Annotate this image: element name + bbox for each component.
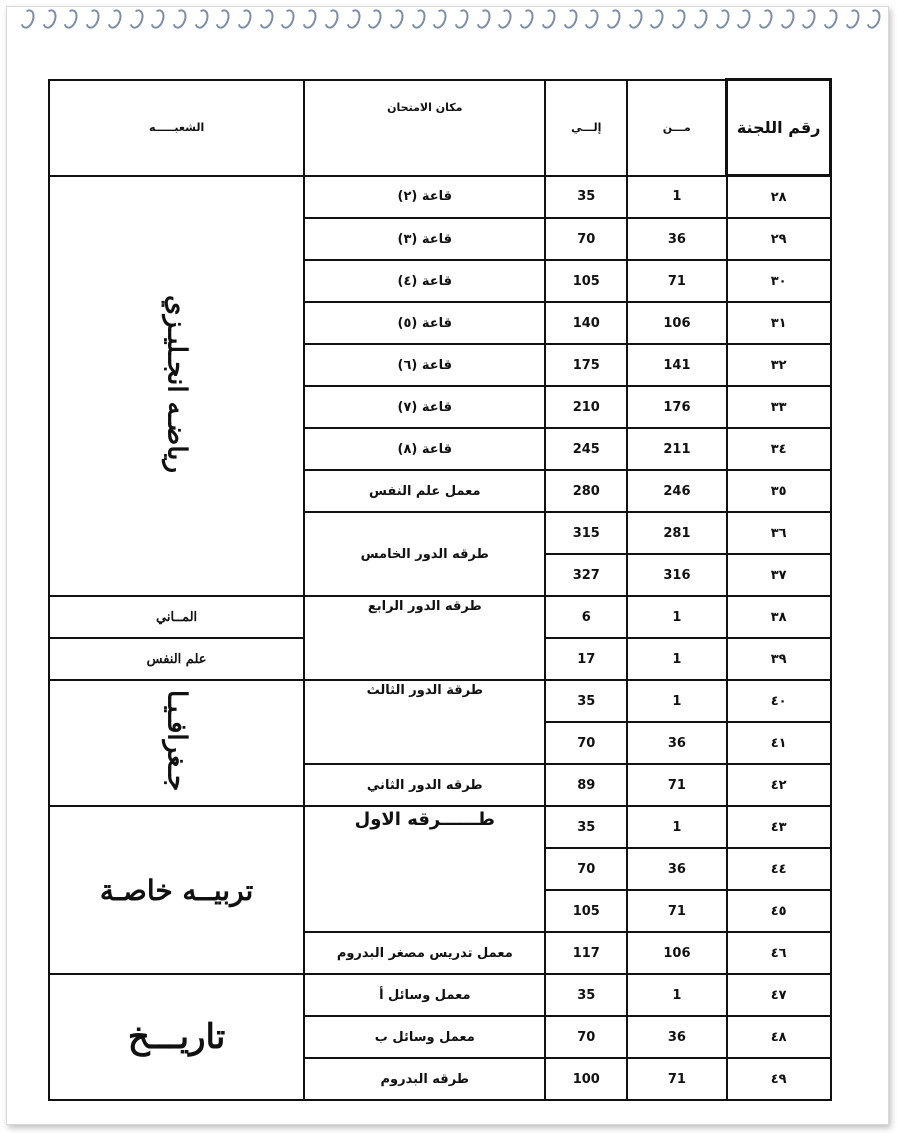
from-cell: 246	[627, 470, 727, 512]
branch-history	[49, 974, 304, 1100]
location-cell: معمل وسائل أ	[304, 974, 545, 1016]
from-cell: 71	[627, 764, 727, 806]
table-row	[49, 974, 831, 1016]
to-cell: 105	[545, 260, 627, 302]
committee-cell: ٣٠	[727, 260, 831, 302]
header-from: مـــن	[627, 80, 727, 176]
location-label: طــــــرقه الاول	[354, 809, 495, 830]
header-branch: الشعبـــــه	[49, 80, 304, 176]
table-row	[49, 680, 831, 722]
to-cell: 280	[545, 470, 627, 512]
location-cell: معمل علم النفس	[304, 470, 545, 512]
branch-label: تاريـــخ	[127, 1017, 226, 1057]
location-cell: قاعة (٥)	[304, 302, 545, 344]
header-to: إلـــي	[545, 80, 627, 176]
to-cell: 100	[545, 1058, 627, 1100]
branch-label: جـغرافـيـا	[161, 690, 192, 792]
table-row	[49, 176, 831, 219]
committee-cell: ٣٥	[727, 470, 831, 512]
to-cell: 175	[545, 344, 627, 386]
spiral-binding	[21, 9, 881, 31]
from-cell: 106	[627, 302, 727, 344]
to-cell: 245	[545, 428, 627, 470]
from-cell: 141	[627, 344, 727, 386]
to-cell: 6	[545, 596, 627, 638]
from-cell: 211	[627, 428, 727, 470]
committee-cell: ٤٩	[727, 1058, 831, 1100]
to-cell: 35	[545, 974, 627, 1016]
branch-psychology: علم النفس	[49, 638, 304, 680]
committee-cell: ٢٨	[727, 176, 831, 219]
location-cell: طرقه الدور الخامس	[304, 512, 545, 596]
from-cell: 1	[627, 680, 727, 722]
committee-cell: ٤٤	[727, 848, 831, 890]
from-cell: 71	[627, 890, 727, 932]
committee-cell: ٣٢	[727, 344, 831, 386]
to-cell: 70	[545, 722, 627, 764]
to-cell: 70	[545, 1016, 627, 1058]
to-cell: 327	[545, 554, 627, 596]
location-cell: قاعة (٤)	[304, 260, 545, 302]
location-cell: قاعة (٨)	[304, 428, 545, 470]
committee-cell: ٢٩	[727, 218, 831, 260]
committee-cell: ٤١	[727, 722, 831, 764]
from-cell: 71	[627, 1058, 727, 1100]
header-committee: رقم اللجنة	[727, 80, 831, 176]
from-cell: 36	[627, 1016, 727, 1058]
committee-cell: ٤٠	[727, 680, 831, 722]
committee-cell: ٤٦	[727, 932, 831, 974]
committee-cell: ٤٣	[727, 806, 831, 848]
location-cell	[304, 806, 545, 932]
location-cell: معمل وسائل ب	[304, 1016, 545, 1058]
branch-english-math	[49, 176, 304, 597]
branch-special-ed	[49, 806, 304, 974]
branch-label: تربيــه خاصـة	[99, 873, 254, 907]
table-row	[49, 596, 831, 638]
committee-cell: ٣١	[727, 302, 831, 344]
committee-cell: ٣٩	[727, 638, 831, 680]
committee-cell: ٣٤	[727, 428, 831, 470]
table-header-row	[49, 80, 831, 176]
to-cell: 89	[545, 764, 627, 806]
to-cell: 17	[545, 638, 627, 680]
from-cell: 316	[627, 554, 727, 596]
from-cell: 1	[627, 806, 727, 848]
to-cell: 35	[545, 680, 627, 722]
from-cell: 36	[627, 218, 727, 260]
location-cell: طرقه البدروم	[304, 1058, 545, 1100]
location-cell	[304, 680, 545, 764]
header-location: مكان الامتحان	[304, 80, 545, 176]
to-cell: 140	[545, 302, 627, 344]
to-cell: 70	[545, 848, 627, 890]
from-cell: 1	[627, 596, 727, 638]
from-cell: 36	[627, 848, 727, 890]
to-cell: 210	[545, 386, 627, 428]
committee-cell: ٣٦	[727, 512, 831, 554]
location-cell: قاعة (٢)	[304, 176, 545, 219]
location-cell: قاعة (٣)	[304, 218, 545, 260]
from-cell: 106	[627, 932, 727, 974]
to-cell: 117	[545, 932, 627, 974]
to-cell: 315	[545, 512, 627, 554]
to-cell: 70	[545, 218, 627, 260]
from-cell: 1	[627, 974, 727, 1016]
location-label: طرقة الدور الثالث	[366, 683, 483, 698]
committee-cell: ٤٥	[727, 890, 831, 932]
from-cell: 1	[627, 176, 727, 219]
branch-german: المــاني	[49, 596, 304, 638]
from-cell: 71	[627, 260, 727, 302]
location-cell: معمل تدريس مصغر البدروم	[304, 932, 545, 974]
committee-cell: ٣٣	[727, 386, 831, 428]
committee-cell: ٣٧	[727, 554, 831, 596]
from-cell: 281	[627, 512, 727, 554]
to-cell: 35	[545, 806, 627, 848]
committee-cell: ٤٢	[727, 764, 831, 806]
location-cell: قاعة (٦)	[304, 344, 545, 386]
exam-schedule-table	[48, 78, 832, 1101]
from-cell: 36	[627, 722, 727, 764]
location-cell: طرقه الدور الثاني	[304, 764, 545, 806]
to-cell: 35	[545, 176, 627, 219]
to-cell: 105	[545, 890, 627, 932]
location-cell: قاعة (٧)	[304, 386, 545, 428]
committee-cell: ٤٧	[727, 974, 831, 1016]
location-cell	[304, 596, 545, 680]
from-cell: 1	[627, 638, 727, 680]
committee-cell: ٣٨	[727, 596, 831, 638]
branch-label: رياضـه انجـليـزي	[161, 294, 192, 473]
table-row	[49, 806, 831, 848]
location-label: طرقه الدور الرابع	[367, 599, 482, 614]
branch-geography	[49, 680, 304, 806]
from-cell: 176	[627, 386, 727, 428]
committee-cell: ٤٨	[727, 1016, 831, 1058]
